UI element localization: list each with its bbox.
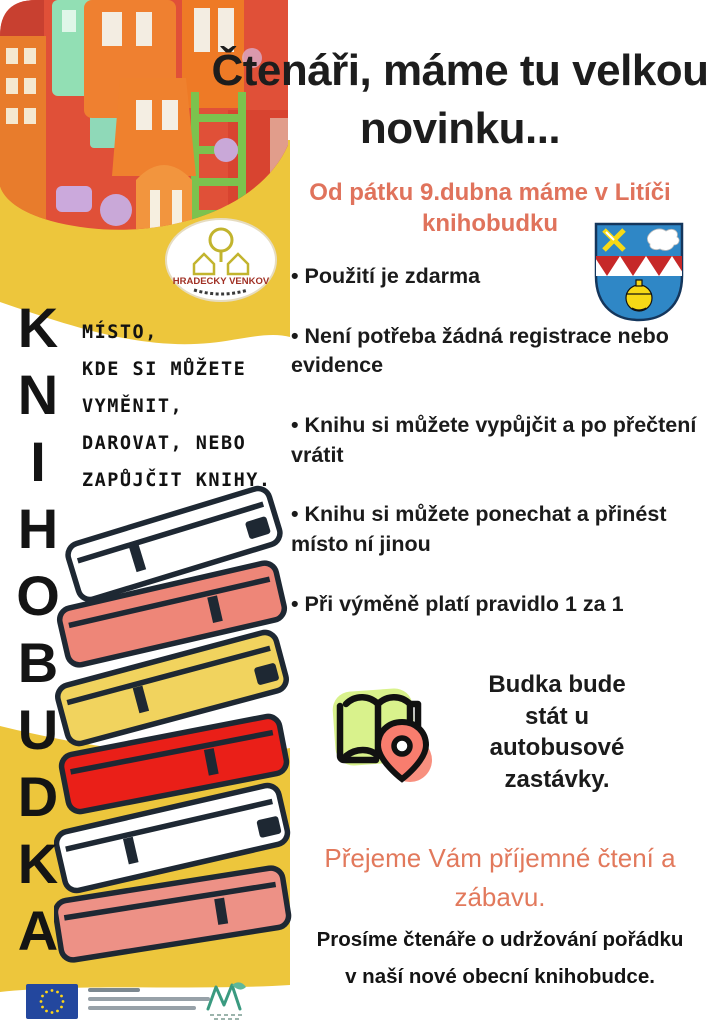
page-title: [190, 42, 724, 158]
open-book-location-icon: [326, 664, 436, 786]
mas-green-logo: [196, 979, 258, 1023]
closing-message: [298, 839, 702, 917]
footer-note-line: v naší nové obecní knihobudce.: [345, 965, 655, 988]
vertical-title-letter: U: [17, 698, 59, 761]
book-stack-illustration: [54, 466, 292, 992]
tagline-line: KDE SI MŮŽETE: [82, 359, 247, 380]
closing-line: zábavu.: [454, 882, 546, 912]
eu-text-lines: [88, 988, 210, 1015]
footer-note-line: Prosíme čtenáře o udržování pořádku: [316, 928, 684, 951]
eu-flag-logo: [26, 984, 78, 1019]
vertical-title-letter: I: [30, 430, 46, 493]
location-note-line: autobusové: [489, 734, 625, 761]
bullet-item: • Při výměně platí pravidlo 1 za 1: [291, 591, 624, 616]
subtitle-line: knihobudku: [422, 210, 558, 237]
bullet-item: • Knihu si můžete vypůjčit a po přečtení vrátit: [291, 412, 697, 467]
closing-line: Přejeme Vám příjemné čtení a: [324, 843, 676, 873]
title-line: novinku...: [359, 104, 561, 153]
bullet-item: • Není potřeba žádná registrace nebo evidence: [291, 323, 669, 378]
vertical-title-letter: K: [17, 296, 59, 359]
vertical-title-letter: N: [17, 363, 59, 426]
vertical-title-letter: D: [17, 765, 59, 828]
location-note-line: Budka bude: [488, 671, 626, 698]
tagline-line: DAROVAT, NEBO: [82, 433, 247, 454]
poster-tagline: [82, 314, 272, 499]
footer-note: [288, 921, 712, 995]
vertical-title-letter: O: [16, 564, 60, 627]
hradecky-venkov-logo: [164, 218, 278, 306]
bullet-item: • Knihu si můžete ponechat a přinést místo ní jinou: [291, 502, 667, 556]
title-line: Čtenáři, máme tu velkou: [211, 46, 709, 95]
tagline-line: MÍSTO,: [82, 322, 158, 343]
hv-logo-text: HRADECKY VENKOV: [172, 276, 270, 287]
bullet-list: [291, 262, 724, 649]
location-note-line: zastávky.: [504, 765, 610, 793]
location-note-line: stát u: [524, 702, 589, 730]
bullet-item: • Použití je zdarma: [291, 264, 481, 288]
vertical-title-letter: K: [17, 832, 59, 895]
vertical-title-letter: A: [17, 899, 59, 962]
vertical-title-letter: B: [17, 631, 59, 694]
subtitle-line: Od pátku 9.dubna máme v Litíči: [309, 179, 671, 206]
location-note: [452, 669, 662, 795]
vertical-title: [10, 294, 66, 964]
tagline-line: VYMĚNIT,: [82, 396, 184, 417]
vertical-title-letter: H: [17, 497, 59, 560]
tagline-line: ZAPŮJČIT KNIHY.: [82, 470, 272, 491]
